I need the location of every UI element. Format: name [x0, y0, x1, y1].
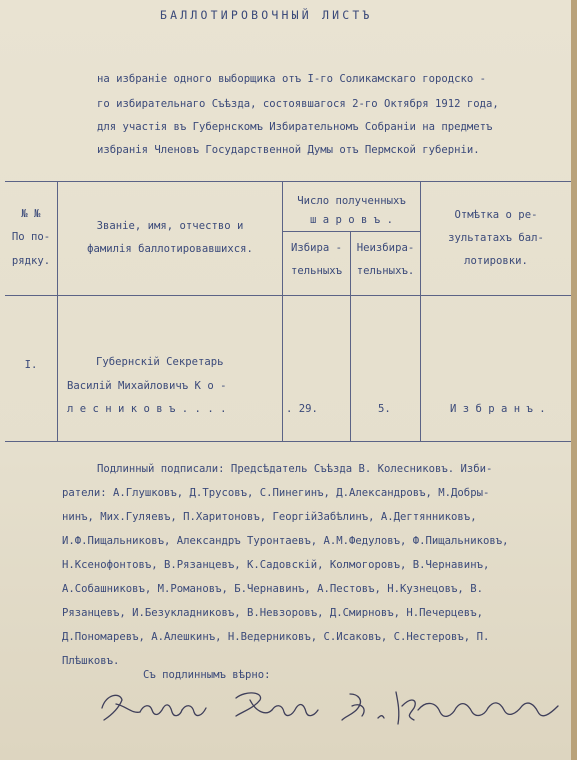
row-name-line-3: л е с н и к о в ъ . . . .	[67, 403, 227, 415]
signed-line-9: Плѣшковъ.	[62, 655, 120, 667]
signed-line-8: Д.Пономаревъ, А.Алешкинъ, Н.Ведерниковъ, С.Исаковъ, С.Нестеровъ, П.	[62, 631, 490, 643]
row-votes-against: 5.	[378, 403, 391, 415]
row-votes-for: . 29.	[286, 403, 318, 415]
intro-line-2: го избирательнаго Съѣзда, состоявшагося 2-го Октября 1912 года,	[97, 98, 499, 110]
header-for-line-2: тельныхъ	[290, 265, 343, 277]
header-for-line-1: Избира -	[290, 242, 343, 254]
document-title: БАЛЛОТИРОВОЧНЫЙ ЛИСТЪ	[160, 8, 373, 22]
intro-line-4: избранія Членовъ Государственной Думы отъ Пермской губерніи.	[97, 144, 480, 156]
intro-line-3: для участія въ Губернскомъ Избирательномъ Собраніи на предметъ	[97, 121, 493, 133]
intro-line-1: на избраніе одного выборщика отъ I-го Соликамскаго городско -	[97, 73, 487, 85]
row-name-line-2: Василій Михайловичъ К о -	[67, 380, 227, 392]
header-result-line-3: лотировки.	[464, 255, 528, 267]
header-balls-line-2: ш а р о в ъ .	[310, 214, 393, 226]
signed-line-3: нинъ, Мих.Гуляевъ, П.Харитоновъ, ГеоргійЗабѣлинъ, А.Дегтянниковъ,	[62, 511, 477, 523]
header-name-line-2: фамилія баллотировавшихся.	[87, 243, 253, 255]
header-num-line-2: По по-	[11, 231, 51, 243]
signed-line-7: Рязанцевъ, И.Безукладниковъ, В.Невзоровъ, Д.Смирновъ, Н.Печерцевъ,	[62, 607, 483, 619]
row-num: I.	[24, 359, 38, 371]
header-num-line-1: № №	[21, 208, 41, 220]
page-edge	[571, 0, 577, 760]
handwritten-signature	[96, 686, 566, 730]
row-result: И з б р а н ъ .	[450, 403, 546, 415]
table-sub-header-border	[282, 231, 420, 232]
row-name-line-1: Губернскій Секретарь	[96, 356, 224, 368]
signed-line-6: А.Собашниковъ, М.Романовъ, Б.Чернавинъ, А.Пестовъ, Н.Кузнецовъ, В.	[62, 583, 483, 595]
header-against-line-2: тельныхъ.	[356, 265, 415, 277]
table-header-bottom-border	[5, 295, 571, 296]
table-col-divider-3	[350, 231, 351, 441]
header-result-line-2: зультатахъ бал-	[448, 232, 544, 244]
table-top-border	[5, 181, 571, 182]
signed-line-5: Н.Ксенофонтовъ, В.Рязанцевъ, К.Садовскій, Колмогоровъ, В.Чернавинъ,	[62, 559, 490, 571]
header-name-line-1: Званіе, имя, отчество и	[96, 220, 244, 232]
header-result-line-1: Отмѣтка о ре-	[454, 209, 538, 221]
signed-line-2: ратели: А.Глушковъ, Д.Трусовъ, С.Пинегинъ, Д.Александровъ, М.Добры-	[62, 487, 490, 499]
header-num-line-3: рядку.	[11, 255, 51, 267]
table-bottom-border	[5, 441, 571, 442]
header-balls-line-1: Число полученныхъ	[297, 195, 406, 207]
attest-line: Съ подлиннымъ вѣрно:	[143, 669, 271, 681]
signed-line-1: Подлинный подписали: Предсѣдатель Съѣзда В. Колесниковъ. Изби-	[97, 463, 493, 475]
signed-line-4: И.Ф.Пищальниковъ, Александръ Туронтаевъ, А.М.Федуловъ, Ф.Пищальниковъ,	[62, 535, 509, 547]
header-against-line-1: Неизбира-	[356, 242, 415, 254]
